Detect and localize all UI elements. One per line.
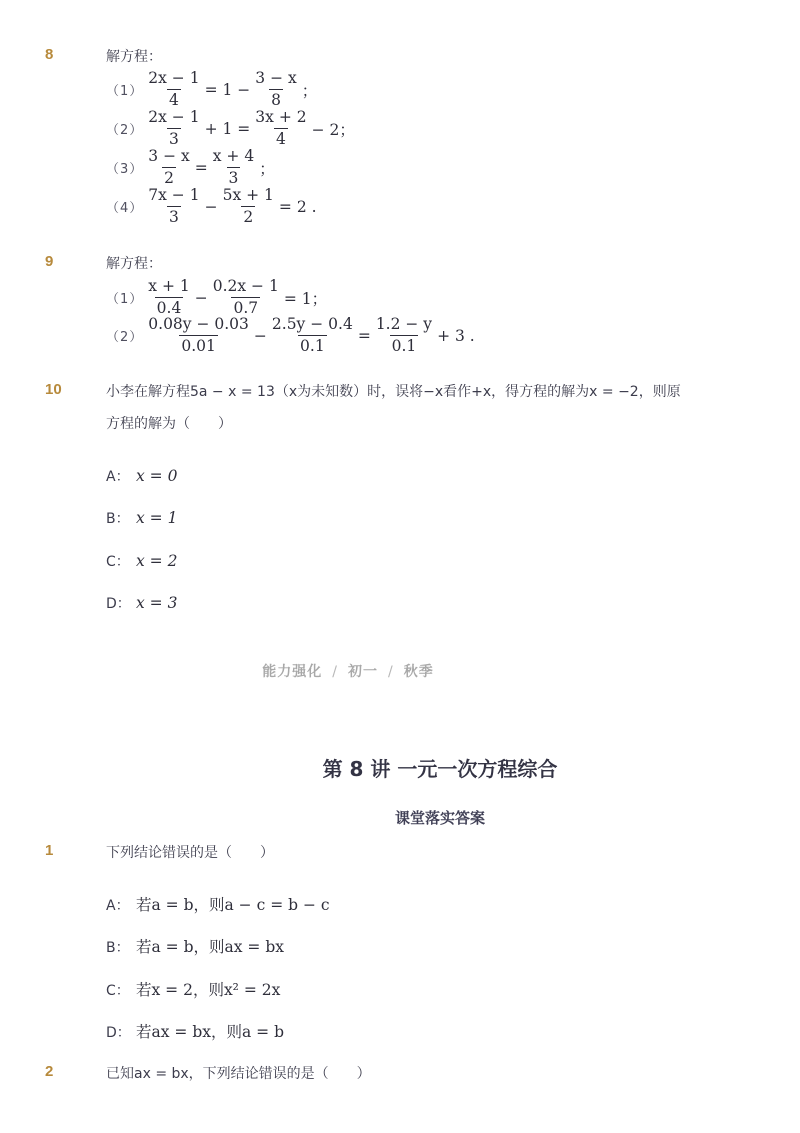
item-label: （2） (106, 123, 144, 139)
denominator: 0.4 (156, 298, 182, 317)
item-label: （1） (106, 84, 144, 100)
option-label: C： (106, 554, 130, 570)
tail: = 1； (283, 289, 328, 308)
option-value: x = 0 (136, 467, 178, 485)
footer-separator: / (332, 664, 338, 680)
equation-line (106, 278, 327, 318)
denominator: 3 (169, 129, 179, 148)
denominator: 2 (164, 168, 174, 187)
numerator: 0.2x − 1 (212, 277, 279, 295)
numerator: 2x − 1 (148, 108, 200, 126)
question-number: 2 (45, 1063, 54, 1080)
option-label: C： (106, 983, 130, 999)
equation-line (106, 187, 317, 227)
question-stem: 解方程： (106, 256, 162, 272)
fraction (253, 109, 308, 149)
option-value: 若a = b，则ax = bx (136, 938, 284, 956)
option-label: D： (106, 596, 131, 612)
option-value: 若ax = bx，则a = b (136, 1023, 284, 1041)
option-value: x = 2 (136, 552, 178, 570)
numerator: x + 4 (212, 147, 255, 165)
page-footer (0, 661, 696, 681)
numerator: 2.5y − 0.4 (271, 315, 353, 333)
item-label: （2） (106, 330, 144, 346)
footer-separator: / (388, 664, 394, 680)
operator: = 1 − (204, 80, 251, 99)
numerator: 5x + 1 (222, 186, 274, 204)
answer-option-a[interactable] (106, 893, 330, 915)
numerator: 3 − x (255, 69, 297, 87)
answer-option-b[interactable] (106, 935, 284, 957)
answer-option-c[interactable] (106, 551, 177, 571)
tail: = 2 . (278, 197, 317, 216)
numerator: 2x − 1 (148, 69, 200, 87)
denominator: 2 (243, 207, 254, 226)
fraction (211, 148, 256, 188)
option-value: x = 3 (136, 594, 178, 612)
fraction (146, 148, 191, 188)
option-label: D： (106, 1025, 131, 1041)
question-stem-line1: 小李在解方程5a − x = 13（x为未知数）时，误将−x看作+x，得方程的解为x = −2，则原 (106, 384, 681, 400)
operator: − (253, 326, 267, 345)
denominator: 4 (169, 90, 179, 109)
fraction (211, 278, 281, 318)
tail: ； (301, 81, 318, 100)
denominator: 3 (228, 168, 239, 187)
denominator: 0.1 (300, 336, 325, 355)
denominator: 4 (276, 129, 286, 148)
question-stem-line2: 方程的解为（ ） (106, 416, 232, 432)
footer-part: 初一 (348, 664, 378, 680)
denominator: 0.1 (391, 336, 417, 355)
operator: − (204, 197, 218, 216)
fraction (146, 278, 191, 318)
lecture-title: 第 8 讲 一元一次方程综合 (322, 757, 558, 781)
option-label: B： (106, 511, 130, 527)
section-subtitle: 课堂落实答案 (394, 809, 485, 827)
option-label: A： (106, 469, 130, 485)
operator: = (194, 158, 208, 177)
question-number: 8 (45, 46, 54, 63)
equation-line (106, 70, 317, 110)
answer-option-c[interactable] (106, 978, 280, 1000)
question-number: 9 (45, 253, 54, 270)
option-label: A： (106, 898, 130, 914)
fraction (146, 187, 201, 227)
fraction (146, 70, 201, 110)
numerator: 1.2 − y (375, 315, 433, 333)
fraction (221, 187, 276, 227)
denominator: 3 (169, 207, 179, 226)
fraction (146, 316, 251, 356)
answer-option-a[interactable] (106, 466, 177, 486)
denominator: 0.7 (233, 298, 259, 317)
fraction (374, 316, 434, 356)
numerator: 3 − x (148, 147, 190, 165)
equation-line (106, 109, 355, 149)
item-label: （4） (106, 201, 144, 217)
fraction (146, 109, 201, 149)
numerator: 7x − 1 (148, 186, 200, 204)
fraction (270, 316, 355, 356)
question-stem: 已知ax = bx，下列结论错误的是（ ） (106, 1066, 371, 1082)
denominator: 0.01 (181, 336, 216, 355)
tail: + 3 . (437, 326, 475, 345)
item-label: （3） (106, 162, 144, 178)
question-stem: 解方程： (106, 49, 162, 65)
option-value: 若x = 2，则x² = 2x (136, 981, 281, 999)
numerator: 3x + 2 (255, 108, 307, 126)
denominator: 8 (271, 90, 281, 109)
tail: ； (259, 159, 275, 178)
option-label: B： (106, 940, 130, 956)
footer-part: 能力强化 (262, 664, 323, 680)
operator: − (194, 288, 208, 307)
question-number: 10 (45, 381, 62, 398)
equation-line (106, 148, 275, 188)
answer-option-b[interactable] (106, 508, 177, 528)
operator: + 1 = (204, 119, 251, 138)
footer-part: 秋季 (403, 664, 434, 680)
answer-option-d[interactable] (106, 593, 177, 613)
option-value: 若a = b，则a − c = b − c (136, 896, 330, 914)
tail: − 2； (311, 120, 355, 139)
answer-option-d[interactable] (106, 1020, 284, 1042)
question-stem: 下列结论错误的是（ ） (106, 845, 274, 861)
item-label: （1） (106, 292, 144, 308)
question-number: 1 (45, 842, 54, 859)
fraction (253, 70, 298, 110)
operator: = (357, 326, 371, 345)
equation-line (106, 316, 475, 356)
numerator: 0.08y − 0.03 (148, 315, 249, 333)
numerator: x + 1 (148, 277, 190, 295)
option-value: x = 1 (136, 509, 178, 527)
